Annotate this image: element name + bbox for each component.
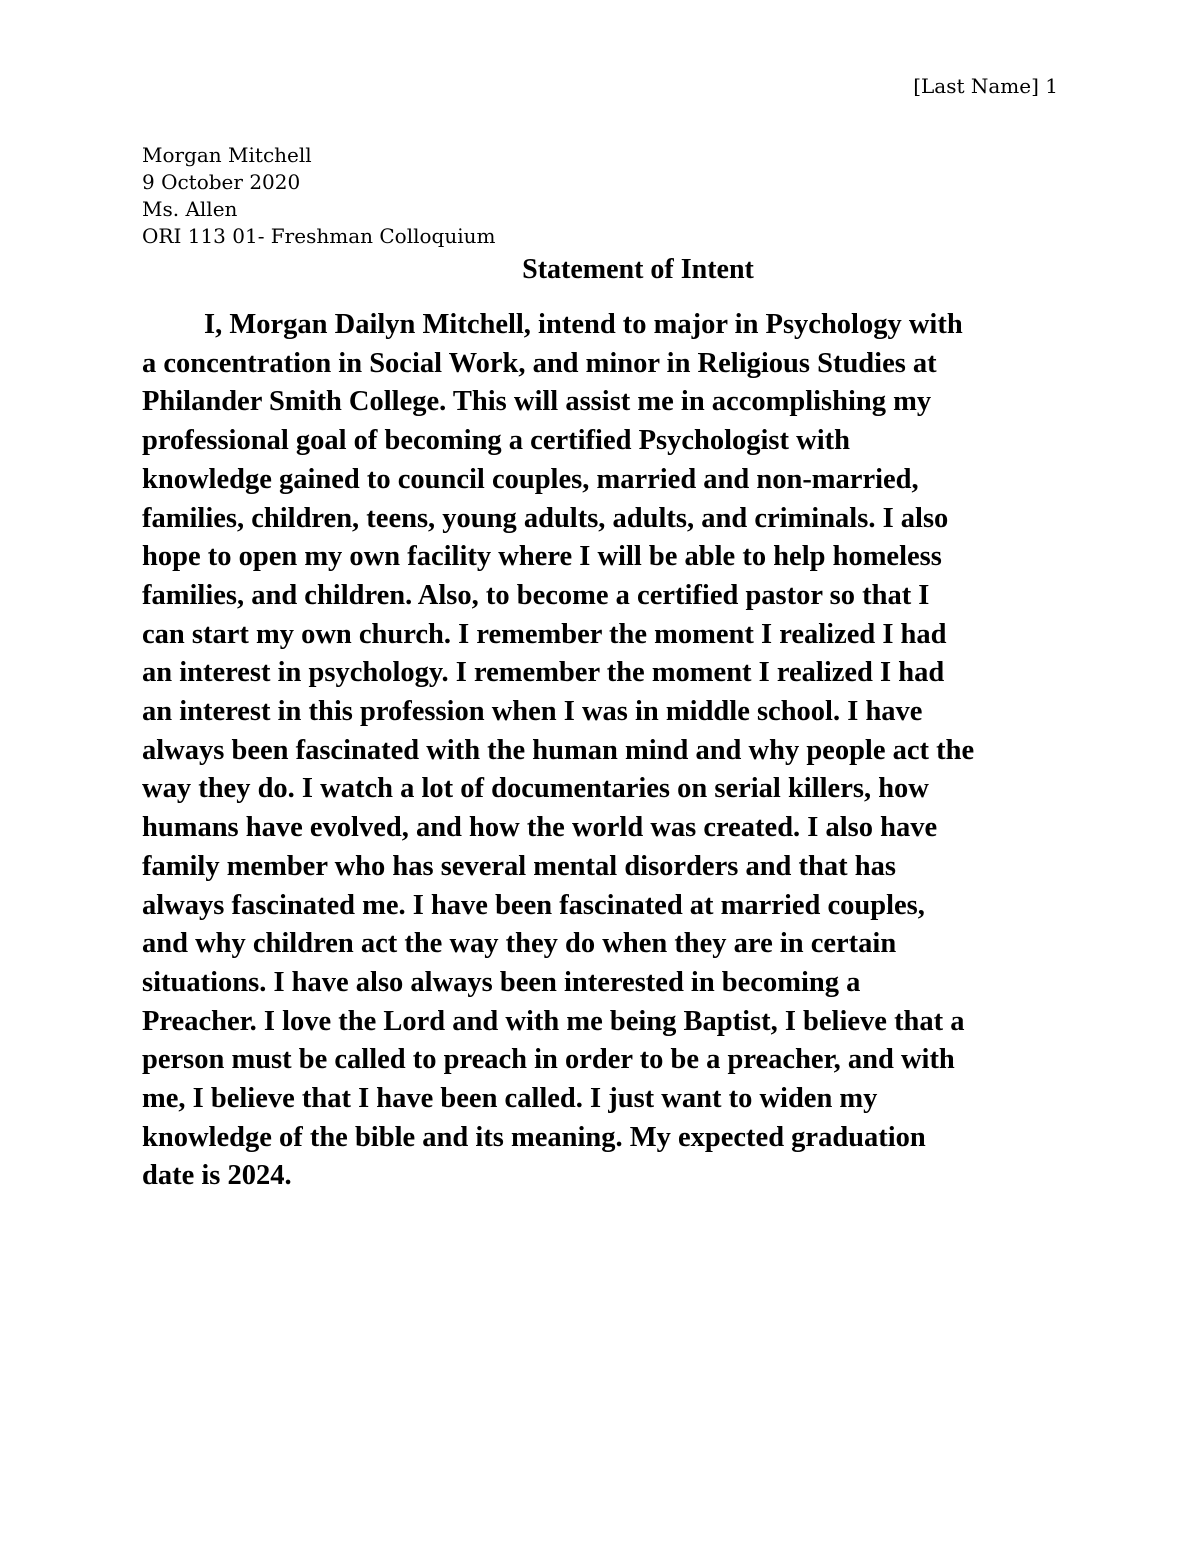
- document-date: 9 October 2020: [142, 170, 301, 194]
- document-title: Statement of Intent: [522, 254, 754, 285]
- author-name: Morgan Mitchell: [142, 143, 312, 167]
- page-header: [Last Name] 1: [913, 74, 1058, 98]
- instructor-name: Ms. Allen: [142, 197, 238, 221]
- course-name: ORI 113 01- Freshman Colloquium: [142, 224, 496, 248]
- body-paragraph: I, Morgan Dailyn Mitchell, intend to major in Psychology with a concentration in Social Work, and minor in Religious Studies at Philander Smith College. This will assist me in accomplishing my professional goal of becoming a certified Psychologist with knowledge gained to council couples, married and non-married, families, children, teens, young adults, adults, and criminals. I also hope to open my own facility where I will be able to help homeless families, and children. Also, to become a certified pastor so that I can start my own church. I remember the moment I realized I had an interest in psychology. I remember the moment I realized I had an interest in this profession when I was in middle school. I have always been fascinated with the human mind and why people act the way they do. I watch a lot of documentaries on serial killers, how humans have evolved, and how the world was created. I also have family member who has several mental disorders and that has always fascinated me. I have been fascinated at married couples, and why children act the way they do when they are in certain situations. I have also always been interested in becoming a Preacher. I love the Lord and with me being Baptist, I believe that a person must be called to preach in order to be a preacher, and with me, I believe that I have been called. I just want to widen my knowledge of the bible and its meaning. My expected graduation date is 2024.: [142, 309, 975, 1192]
- heading-info-block: [142, 142, 642, 250]
